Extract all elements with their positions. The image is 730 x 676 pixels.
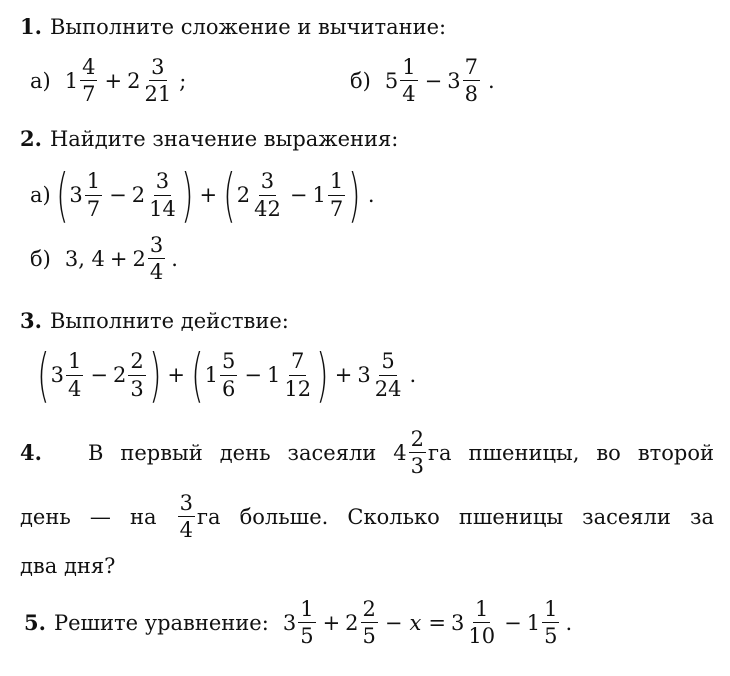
word: за	[689, 504, 714, 529]
word: день	[20, 504, 71, 529]
fraction: $\frac{2}{5}$	[362, 597, 376, 649]
task1-heading	[20, 14, 730, 39]
fraction: $\frac{1}{5}$	[544, 597, 558, 649]
whole: 2	[127, 68, 141, 93]
left-paren: (	[191, 341, 204, 409]
task2-b	[30, 234, 730, 283]
fraction: $\frac{1}{5}$	[300, 597, 314, 649]
task1-a-expression	[65, 56, 187, 105]
whole: 2	[131, 183, 146, 207]
whole: 2	[113, 363, 127, 387]
operator: +	[322, 610, 341, 635]
operator: +	[104, 68, 123, 93]
task1-b	[350, 56, 730, 105]
task4-line1	[20, 428, 714, 477]
task5-number: 5.	[24, 610, 46, 636]
task2-b-label: б)	[30, 246, 51, 271]
whole: 2	[236, 183, 251, 207]
task1-title: Выполните сложение и вычитание:	[49, 14, 447, 39]
word: га	[428, 440, 452, 465]
right-paren: )	[348, 161, 361, 229]
task3-title: Выполните действие:	[49, 308, 289, 333]
punct: .	[367, 183, 375, 207]
task1-number: 1.	[20, 14, 42, 39]
fraction: $\frac{7}{12}$	[284, 349, 312, 401]
punct: ;	[179, 68, 187, 93]
punct: .	[409, 363, 417, 387]
whole: 3	[357, 363, 371, 387]
task4-fraction-area-2	[176, 492, 221, 541]
task5-title: Решите уравнение:	[53, 610, 269, 635]
task2-a	[30, 161, 730, 229]
fraction: $\frac{1}{4}$	[68, 349, 82, 401]
fraction: $\frac{5}{6}$	[222, 349, 236, 401]
whole: 3	[50, 363, 65, 387]
whole: 3	[447, 68, 461, 93]
right-paren: )	[180, 161, 194, 229]
whole: 3	[282, 610, 297, 635]
task3-number: 3.	[20, 308, 42, 333]
task3-math	[36, 341, 417, 409]
operator: −	[244, 363, 262, 387]
task4-fraction-area	[393, 428, 451, 477]
whole: 1	[526, 610, 541, 635]
word: второй	[637, 440, 714, 465]
fraction: $\frac{7}{8}$	[464, 55, 478, 107]
word: —	[89, 504, 111, 529]
fraction: $\frac{3}{4}$	[149, 233, 164, 285]
operator: +	[167, 363, 185, 387]
equals-sign: =	[428, 610, 446, 635]
whole: 3	[450, 610, 465, 635]
word: больше.	[239, 504, 329, 529]
word: га	[196, 504, 221, 529]
word: во	[596, 440, 621, 465]
task2-a-label: а)	[30, 183, 51, 207]
left-paren: (	[37, 341, 50, 409]
fraction: $\frac{5}{24}$	[374, 349, 402, 401]
word: первый	[120, 440, 203, 465]
right-paren: )	[316, 341, 329, 409]
operator: +	[199, 183, 218, 207]
task3-heading	[20, 308, 730, 333]
whole: 5	[384, 68, 399, 93]
punct: .	[171, 246, 178, 271]
word: пшеницы,	[468, 440, 580, 465]
left-paren: (	[223, 161, 236, 229]
task2-number: 2.	[20, 126, 42, 151]
whole: 1	[267, 363, 281, 387]
operator: +	[109, 246, 128, 271]
operator: −	[289, 183, 308, 207]
whole: 2	[345, 610, 359, 635]
task1-a-label: а)	[30, 68, 51, 93]
left-paren: (	[55, 161, 69, 229]
word: день	[219, 440, 271, 465]
operator: −	[90, 363, 108, 387]
task2-b-expression	[65, 234, 178, 283]
fraction: $\frac{4}{7}$	[82, 55, 96, 107]
fraction: $\frac{3}{4}$	[179, 491, 193, 543]
operator: −	[384, 610, 403, 635]
task2-heading	[20, 126, 730, 151]
fraction: $\frac{1}{7}$	[329, 169, 344, 221]
operator: −	[424, 68, 443, 93]
fraction: $\frac{1}{7}$	[86, 169, 101, 221]
task5-equation	[283, 598, 572, 647]
right-paren: )	[148, 341, 162, 409]
punct: .	[565, 610, 573, 635]
word: Сколько	[347, 504, 440, 529]
task1-b-label: б)	[350, 68, 371, 93]
task4-line3	[20, 554, 730, 578]
word: В	[87, 440, 104, 465]
task1-b-expression	[385, 56, 495, 105]
operator: −	[109, 183, 127, 207]
task4-line3-text: два дня?	[20, 554, 116, 578]
task2-a-expression	[55, 161, 375, 229]
whole: 3	[69, 183, 83, 207]
fraction: $\frac{3}{21}$	[144, 55, 172, 107]
word: засеяли	[582, 504, 671, 529]
task4-line2-text	[20, 492, 714, 541]
whole: 2	[132, 246, 146, 271]
task4-line1-text	[88, 428, 714, 477]
task4-number: 4.	[20, 440, 42, 466]
fraction: $\frac{3}{14}$	[149, 169, 176, 221]
fraction: $\frac{3}{42}$	[254, 169, 281, 221]
word: на	[129, 504, 157, 529]
task5	[24, 598, 730, 647]
word: засеяли	[287, 440, 377, 465]
whole: 1	[204, 363, 219, 387]
task4-line2	[20, 492, 714, 541]
variable-x: x	[409, 610, 422, 635]
punct: .	[487, 68, 495, 93]
fraction: $\frac{1}{4}$	[402, 55, 416, 107]
operator: +	[334, 363, 353, 387]
task3-expression	[36, 341, 730, 409]
operator: −	[504, 610, 522, 635]
word: пшеницы	[458, 504, 564, 529]
whole: 1	[64, 68, 79, 93]
fraction: $\frac{2}{3}$	[130, 349, 144, 401]
decimal: 3, 4	[64, 246, 105, 271]
whole: 1	[312, 183, 326, 207]
fraction: $\frac{2}{3}$	[410, 427, 425, 479]
fraction: $\frac{1}{10}$	[468, 597, 496, 649]
whole: 4	[393, 440, 407, 465]
task2-title: Найдите значение выражения:	[49, 126, 399, 151]
